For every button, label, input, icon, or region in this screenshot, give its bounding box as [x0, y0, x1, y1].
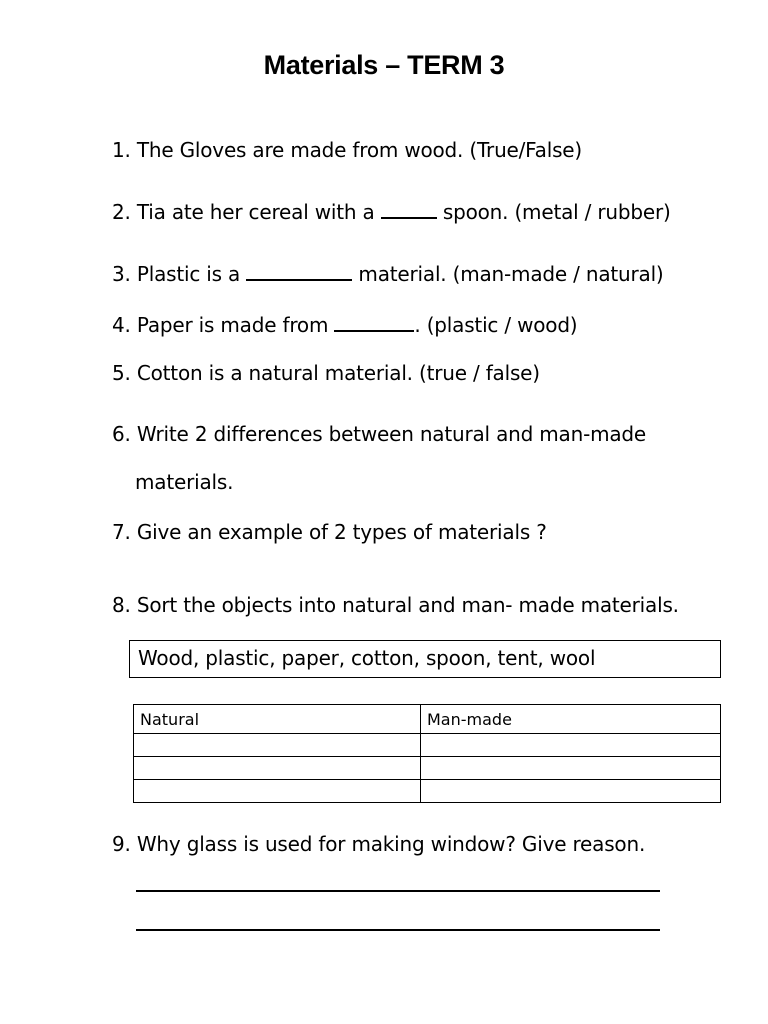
natural-cell[interactable]	[134, 734, 421, 757]
fill-in-blank[interactable]	[246, 261, 352, 281]
question-text: Write 2 differences between natural and man-made	[136, 422, 647, 446]
question-6-continued: materials.	[135, 470, 234, 494]
answer-line[interactable]	[136, 890, 660, 892]
question-text: Sort the objects into natural and man- made materials.	[136, 593, 679, 617]
worksheet-title: Materials – TERM 3	[263, 50, 505, 80]
question-6	[112, 422, 646, 446]
question-2	[112, 199, 671, 224]
question-text-start: Tia ate her cereal with a	[136, 200, 381, 224]
header-man-made: Man-made	[421, 705, 721, 734]
man-made-cell[interactable]	[421, 734, 721, 757]
header-natural: Natural	[134, 705, 421, 734]
question-3	[112, 261, 664, 286]
table-header-row	[134, 705, 721, 734]
fill-in-blank[interactable]	[381, 199, 437, 219]
question-8	[112, 593, 679, 617]
question-1	[112, 138, 582, 162]
question-text: Why glass is used for making window? Give reason.	[136, 832, 646, 856]
question-number: 7.	[112, 520, 131, 544]
man-made-cell[interactable]	[421, 757, 721, 780]
table-row	[134, 780, 721, 803]
man-made-cell[interactable]	[421, 780, 721, 803]
question-text: Cotton is a natural material. (true / false)	[136, 361, 540, 385]
question-number: 1.	[112, 138, 131, 162]
question-text-end: spoon. (metal / rubber)	[436, 200, 671, 224]
table-row	[134, 734, 721, 757]
table-row	[134, 757, 721, 780]
word-bank-box: Wood, plastic, paper, cotton, spoon, tent, wool	[129, 640, 721, 678]
question-text: The Gloves are made from wood. (True/False)	[136, 138, 582, 162]
question-number: 4.	[112, 313, 131, 337]
question-number: 8.	[112, 593, 131, 617]
sorting-table	[133, 704, 721, 803]
answer-line[interactable]	[136, 929, 660, 931]
question-text-end: . (plastic / wood)	[414, 313, 578, 337]
question-text-start: Plastic is a	[136, 262, 247, 286]
question-4	[112, 312, 577, 337]
question-text-start: Paper is made from	[136, 313, 335, 337]
question-number: 3.	[112, 262, 131, 286]
question-7	[112, 520, 547, 544]
question-number: 9.	[112, 832, 131, 856]
question-text: Give an example of 2 types of materials ?	[136, 520, 547, 544]
question-number: 6.	[112, 422, 131, 446]
natural-cell[interactable]	[134, 780, 421, 803]
question-9	[112, 832, 645, 856]
question-number: 5.	[112, 361, 131, 385]
question-text-end: material. (man-made / natural)	[352, 262, 664, 286]
question-number: 2.	[112, 200, 131, 224]
natural-cell[interactable]	[134, 757, 421, 780]
fill-in-blank[interactable]	[334, 312, 414, 332]
question-5	[112, 361, 540, 385]
